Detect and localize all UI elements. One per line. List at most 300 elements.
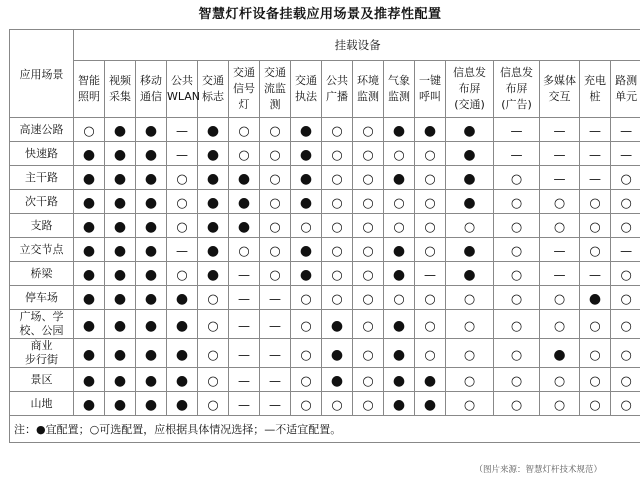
config-cell [540, 339, 580, 368]
config-cell [74, 392, 105, 416]
config-cell [105, 368, 136, 392]
config-cell [580, 392, 611, 416]
optional-mark: ○ [331, 268, 343, 283]
config-cell [136, 166, 167, 190]
table-row [10, 368, 640, 392]
config-cell [291, 214, 322, 238]
config-cell [384, 238, 415, 262]
config-cell [446, 339, 494, 368]
config-cell [446, 368, 494, 392]
not-suitable-mark: — [589, 172, 601, 186]
column-header-line: 信号 [233, 82, 255, 95]
config-cell [353, 262, 384, 286]
optional-mark: ○ [589, 374, 601, 389]
optional-mark: ○ [331, 124, 343, 139]
config-cell [74, 262, 105, 286]
config-cell [540, 166, 580, 190]
optional-mark: ○ [589, 196, 601, 211]
recommended-mark: ● [175, 397, 189, 413]
optional-mark: ○ [331, 196, 343, 211]
scenario-label-line: 立交节点 [19, 242, 64, 256]
recommended-mark: ● [82, 397, 96, 413]
column-header-line: (广告) [501, 98, 532, 111]
config-cell [167, 262, 198, 286]
not-suitable-mark: — [589, 268, 601, 282]
recommended-mark: ● [82, 243, 96, 259]
recommended-mark: ● [82, 346, 96, 363]
recommended-mark: ● [82, 171, 96, 187]
config-cell [322, 262, 353, 286]
config-cell [353, 118, 384, 142]
optional-mark: ○ [463, 347, 476, 363]
column-header-line: 布屏 [505, 82, 528, 95]
optional-mark: ○ [300, 398, 312, 413]
config-cell [322, 368, 353, 392]
optional-mark: ○ [620, 220, 632, 235]
recommended-mark: ● [113, 243, 127, 259]
config-cell [540, 118, 580, 142]
not-suitable-mark: — [269, 347, 281, 362]
column-header [540, 61, 580, 118]
optional-mark: ○ [463, 318, 476, 334]
mounted-equipment-header: 挂载设备 [74, 30, 640, 61]
optional-mark: ○ [553, 318, 566, 334]
optional-mark: ○ [362, 124, 374, 139]
recommended-mark: ● [82, 195, 96, 211]
config-cell [105, 166, 136, 190]
config-cell [611, 339, 640, 368]
config-cell [322, 166, 353, 190]
column-header-line: 交通 [233, 66, 255, 79]
optional-mark: ○ [393, 292, 405, 307]
recommended-mark: ● [463, 123, 476, 139]
recommended-mark: ● [299, 267, 313, 283]
config-cell [580, 238, 611, 262]
column-header [291, 61, 322, 118]
optional-mark: ○ [589, 244, 601, 259]
config-cell [540, 392, 580, 416]
recommended-mark: ● [144, 346, 158, 363]
optional-mark: ○ [362, 172, 374, 187]
column-header-line: 桩 [589, 90, 601, 103]
recommended-mark: ● [82, 267, 96, 283]
config-cell [384, 190, 415, 214]
config-cell [611, 142, 640, 166]
config-cell [260, 214, 291, 238]
config-cell [198, 142, 229, 166]
config-cell [322, 310, 353, 339]
config-cell [384, 142, 415, 166]
scenario-label-line: 步行街 [25, 353, 58, 366]
optional-mark: ○ [207, 374, 219, 389]
recommended-mark: ● [330, 346, 344, 363]
column-header-line: 信息发 [453, 66, 486, 79]
config-cell [446, 286, 494, 310]
config-cell [540, 310, 580, 339]
config-cell [167, 339, 198, 368]
config-cell [136, 118, 167, 142]
config-cell [167, 238, 198, 262]
optional-mark: ○ [589, 347, 601, 363]
recommended-mark: ● [175, 291, 189, 307]
page-title: 智慧灯杆设备挂载应用场景及推荐性配置 [198, 7, 442, 22]
recommended-mark: ● [463, 147, 476, 163]
recommended-mark: ● [553, 346, 566, 363]
scenario-label [10, 286, 74, 310]
config-cell [611, 368, 640, 392]
recommended-mark: ● [299, 147, 313, 163]
optional-mark: ○ [510, 347, 523, 363]
scenario-label-line: 广场、学 [19, 310, 64, 323]
recommended-mark: ● [206, 171, 220, 187]
column-header-line: 一键 [419, 74, 441, 87]
optional-mark: ○ [207, 398, 219, 413]
optional-mark: ○ [362, 196, 374, 211]
column-header-line: 监测 [388, 90, 410, 103]
scenario-label-line: 山地 [30, 396, 53, 410]
config-cell [353, 238, 384, 262]
recommended-mark: ● [113, 219, 127, 235]
not-suitable-mark: — [269, 374, 281, 388]
optional-mark: ○ [362, 374, 374, 389]
column-header [136, 61, 167, 118]
recommended-mark: ● [206, 267, 220, 283]
recommended-mark: ● [206, 243, 220, 259]
config-cell [580, 166, 611, 190]
not-suitable-mark: — [238, 347, 250, 362]
optional-mark: ○ [424, 347, 436, 363]
recommended-mark: ● [299, 195, 313, 211]
config-cell [198, 368, 229, 392]
optional-mark: ○ [238, 124, 250, 139]
optional-mark: ○ [589, 398, 601, 413]
optional-mark: ○ [620, 292, 632, 307]
scenario-label [10, 368, 74, 392]
recommended-mark: ● [463, 195, 476, 211]
config-cell [540, 142, 580, 166]
not-suitable-mark: — [620, 244, 633, 258]
config-cell [167, 286, 198, 310]
config-cell [353, 339, 384, 368]
recommended-mark: ● [299, 243, 313, 259]
config-cell [198, 392, 229, 416]
optional-mark: ○ [553, 292, 566, 307]
config-cell [74, 238, 105, 262]
config-cell [611, 118, 640, 142]
not-suitable-mark: — [269, 292, 281, 306]
recommended-mark: ● [588, 291, 602, 307]
recommended-mark: ● [144, 195, 158, 211]
optional-mark: ○ [620, 268, 632, 283]
optional-mark: ○ [300, 220, 312, 235]
column-header-line: 环境 [357, 74, 379, 87]
optional-mark: ○ [300, 374, 312, 389]
optional-mark: ○ [424, 148, 436, 163]
scenario-label [10, 166, 74, 190]
config-cell [136, 368, 167, 392]
config-cell [229, 368, 260, 392]
config-cell [198, 310, 229, 339]
column-header-line: 监测 [357, 90, 379, 103]
table-row [10, 238, 640, 262]
config-cell [136, 262, 167, 286]
column-header-line: 移动 [140, 74, 162, 87]
config-cell [229, 392, 260, 416]
recommended-mark: ● [463, 267, 476, 283]
recommended-mark: ● [144, 373, 158, 389]
config-cell [322, 190, 353, 214]
config-cell [198, 262, 229, 286]
column-header-line: 测 [269, 98, 281, 111]
optional-mark: ○ [510, 292, 523, 307]
optional-mark: ○ [424, 196, 436, 211]
config-cell [580, 214, 611, 238]
recommended-mark: ● [82, 373, 96, 389]
table-row [10, 310, 640, 339]
config-cell [611, 286, 640, 310]
recommended-mark: ● [206, 195, 220, 211]
config-cell [415, 142, 446, 166]
config-cell [494, 310, 540, 339]
config-cell [74, 310, 105, 339]
recommended-mark: ● [113, 397, 127, 413]
table-row [10, 214, 640, 238]
column-header [415, 61, 446, 118]
column-header-line: 单元 [615, 90, 638, 103]
column-header-line: 智能 [78, 74, 100, 87]
config-cell [580, 286, 611, 310]
recommended-mark: ● [392, 317, 406, 334]
recommended-mark: ● [113, 171, 127, 187]
optional-mark: ○ [269, 196, 281, 211]
optional-mark: ○ [620, 318, 632, 334]
config-cell [446, 190, 494, 214]
config-cell [384, 262, 415, 286]
config-cell [229, 142, 260, 166]
recommended-mark: ● [206, 123, 220, 139]
config-cell [74, 190, 105, 214]
not-suitable-mark: — [238, 318, 250, 333]
config-cell [74, 118, 105, 142]
config-cell [260, 262, 291, 286]
recommended-mark: ● [113, 267, 127, 283]
config-cell [494, 262, 540, 286]
config-cell [494, 339, 540, 368]
optional-mark: ○ [269, 268, 281, 283]
config-cell [260, 339, 291, 368]
recommended-mark: ● [144, 317, 158, 334]
column-header [494, 61, 540, 118]
not-suitable-mark: — [510, 148, 523, 162]
scenario-label-line: 次干路 [25, 194, 58, 208]
config-cell [136, 214, 167, 238]
config-cell [415, 214, 446, 238]
config-cell [291, 392, 322, 416]
scenario-label [10, 214, 74, 238]
optional-mark: ○ [269, 148, 281, 163]
recommended-mark: ● [392, 123, 406, 139]
scenario-label-line: 停车场 [25, 290, 58, 304]
recommended-mark: ● [82, 147, 96, 163]
config-cell [580, 142, 611, 166]
scenario-label-line: 快速路 [25, 146, 58, 160]
recommended-mark: ● [144, 397, 158, 413]
table-body [10, 118, 640, 416]
config-cell [540, 238, 580, 262]
not-suitable-mark: — [553, 124, 566, 138]
config-cell [611, 392, 640, 416]
column-header-line: WLAN [167, 90, 201, 103]
config-cell [415, 286, 446, 310]
optional-mark: ○ [510, 268, 523, 283]
optional-mark: ○ [620, 347, 632, 363]
config-cell [611, 262, 640, 286]
config-cell [322, 214, 353, 238]
config-cell [580, 310, 611, 339]
config-cell [74, 166, 105, 190]
column-header [198, 61, 229, 118]
config-cell [136, 339, 167, 368]
not-suitable-mark: — [238, 374, 250, 388]
scenario-label [10, 339, 74, 368]
recommended-mark: ● [330, 317, 344, 334]
recommended-mark: ● [113, 346, 127, 363]
scenario-label-line: 高速公路 [19, 122, 64, 136]
optional-mark: ○ [362, 292, 374, 307]
optional-mark: ○ [300, 347, 312, 363]
config-cell [167, 214, 198, 238]
recommended-mark: ● [299, 171, 313, 187]
column-header-row [10, 61, 640, 118]
config-cell [540, 286, 580, 310]
column-header-line: 视频 [109, 74, 131, 87]
config-cell [446, 262, 494, 286]
config-cell [198, 339, 229, 368]
table-row [10, 392, 640, 416]
not-suitable-mark: — [510, 124, 523, 138]
config-cell [105, 392, 136, 416]
config-cell [167, 310, 198, 339]
optional-mark: ○ [176, 268, 188, 283]
optional-mark: ○ [331, 244, 343, 259]
config-cell [353, 142, 384, 166]
optional-mark: ○ [176, 220, 188, 235]
not-suitable-mark: — [238, 292, 250, 306]
optional-mark: ○ [331, 172, 343, 187]
not-suitable-mark: — [589, 148, 601, 162]
config-cell [229, 310, 260, 339]
column-header-line: 多媒体 [543, 74, 576, 87]
recommended-mark: ● [113, 195, 127, 211]
config-cell [415, 118, 446, 142]
column-header [105, 61, 136, 118]
config-cell [105, 339, 136, 368]
config-cell [260, 286, 291, 310]
config-cell [167, 166, 198, 190]
recommended-mark: ● [144, 243, 158, 259]
optional-mark: ○ [331, 292, 343, 307]
recommended-mark: ● [423, 397, 437, 413]
config-cell [291, 142, 322, 166]
optional-mark: ○ [393, 148, 405, 163]
table-row [10, 262, 640, 286]
config-cell [74, 286, 105, 310]
column-header [446, 61, 494, 118]
optional-mark: ○ [176, 196, 188, 211]
column-header-line: (交通) [454, 98, 485, 111]
column-header [611, 61, 640, 118]
config-cell [229, 118, 260, 142]
config-cell [229, 262, 260, 286]
config-cell [611, 310, 640, 339]
config-cell [291, 368, 322, 392]
scenario-label-line: 桥梁 [30, 266, 53, 280]
table-row [10, 166, 640, 190]
optional-mark: ○ [510, 172, 523, 187]
optional-mark: ○ [463, 398, 476, 413]
column-header-line: 路测 [615, 74, 638, 87]
table-row [10, 142, 640, 166]
scenario-header: 应用场景 [10, 30, 74, 118]
config-cell [415, 190, 446, 214]
config-cell [322, 339, 353, 368]
column-header-line: 交通 [202, 74, 224, 87]
recommended-mark: ● [144, 291, 158, 307]
not-suitable-mark: — [176, 148, 188, 162]
config-cell [540, 190, 580, 214]
config-cell [415, 166, 446, 190]
column-header-line: 布屏 [458, 82, 481, 95]
config-cell [105, 310, 136, 339]
config-cell [291, 286, 322, 310]
column-header [74, 61, 105, 118]
config-cell [384, 166, 415, 190]
config-cell [260, 142, 291, 166]
config-cell [105, 118, 136, 142]
config-cell [105, 286, 136, 310]
scenario-label-line: 校、公园 [19, 324, 64, 337]
config-cell [260, 166, 291, 190]
not-suitable-mark: — [269, 318, 281, 333]
config-cell [446, 214, 494, 238]
config-cell [105, 238, 136, 262]
recommended-mark: ● [423, 123, 437, 139]
not-suitable-mark: — [620, 148, 633, 162]
config-table [9, 29, 640, 443]
column-header-line: 标志 [202, 90, 224, 103]
table-row [10, 118, 640, 142]
recommended-mark: ● [175, 317, 189, 334]
optional-mark: ○ [424, 172, 436, 187]
config-cell [322, 392, 353, 416]
optional-mark: ○ [176, 172, 188, 187]
config-cell [580, 190, 611, 214]
column-header-line: 照明 [78, 90, 100, 103]
config-cell [540, 214, 580, 238]
scenario-label [10, 190, 74, 214]
optional-mark: ○ [83, 124, 95, 139]
config-cell [291, 238, 322, 262]
config-cell [415, 310, 446, 339]
column-header-line: 交通 [295, 74, 317, 87]
recommended-mark: ● [82, 219, 96, 235]
optional-mark: ○ [362, 220, 374, 235]
config-cell [353, 214, 384, 238]
config-cell [229, 238, 260, 262]
optional-mark: ○ [331, 220, 343, 235]
column-header [260, 61, 291, 118]
config-cell [494, 238, 540, 262]
